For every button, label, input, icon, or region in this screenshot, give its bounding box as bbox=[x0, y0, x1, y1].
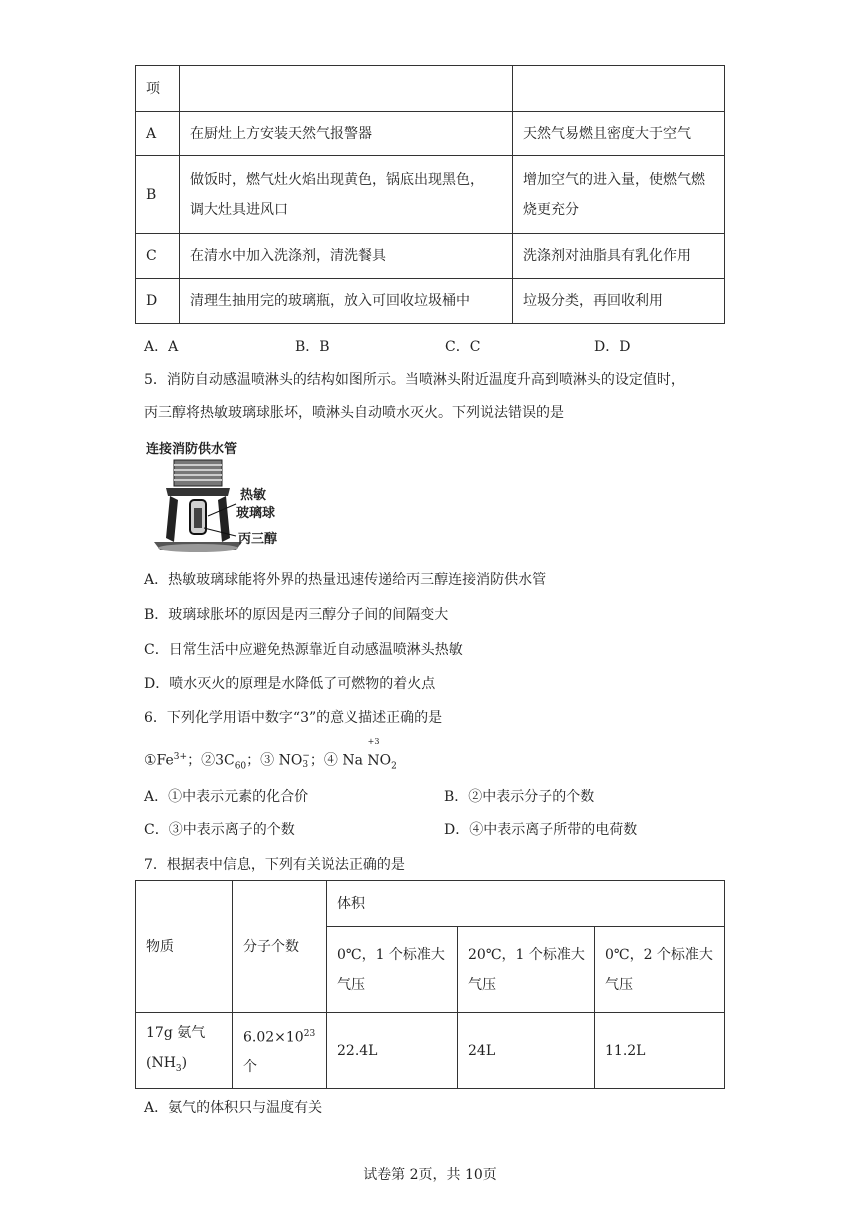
reason-line: 烧更充分 bbox=[523, 201, 579, 218]
condition-1 bbox=[327, 927, 458, 1013]
gas-volume-table bbox=[135, 880, 725, 1089]
substance-line bbox=[146, 1048, 232, 1084]
table-row-reason bbox=[513, 156, 725, 234]
table-row-reason: 洗涤剂对油脂具有乳化作用 bbox=[513, 234, 725, 279]
molecule-count-cell bbox=[233, 1013, 327, 1089]
question-6-option-b[interactable]: B．②中表示分子的个数 bbox=[444, 789, 595, 805]
molecule-count-base: 6.02×10 bbox=[243, 1029, 304, 1046]
col-volume: 体积 bbox=[327, 881, 725, 927]
table-header-cell: 项 bbox=[136, 66, 180, 112]
condition-line: 20℃，1 个标准大 bbox=[468, 946, 585, 963]
action-line: 调大灶具进风口 bbox=[190, 201, 288, 218]
condition-line: 气压 bbox=[605, 976, 633, 993]
options-table bbox=[135, 65, 725, 324]
figure-label-top: 连接消防供水管 bbox=[146, 442, 238, 457]
table-row-action: 在清水中加入洗涤剂，清洗餐具 bbox=[180, 234, 513, 279]
page-footer: 试卷第 2页，共 10页 bbox=[363, 1167, 497, 1183]
molecule-count-unit: 个 bbox=[243, 1059, 257, 1076]
table-header-empty bbox=[180, 66, 513, 112]
condition-2 bbox=[458, 927, 595, 1013]
sprinkler-figure bbox=[144, 438, 344, 556]
table-row-action: 清理生抽用完的玻璃瓶，放入可回收垃圾桶中 bbox=[180, 279, 513, 324]
col-molecules: 分子个数 bbox=[233, 881, 327, 1013]
condition-line: 0℃，1 个标准大 bbox=[337, 946, 445, 963]
formula-sub: 2 bbox=[391, 761, 397, 772]
table-row-action: 在厨灶上方安装天然气报警器 bbox=[180, 112, 513, 156]
substance-cell bbox=[136, 1013, 233, 1089]
question-6-stem: 6．下列化学用语中数字“3”的意义描述正确的是 bbox=[144, 710, 443, 726]
option-b[interactable]: B．B bbox=[295, 339, 330, 355]
question-7-option-a[interactable]: A．氨气的体积只与温度有关 bbox=[144, 1100, 323, 1116]
question-6-option-a[interactable]: A．①中表示元素的化合价 bbox=[144, 789, 309, 805]
reason-line: 增加空气的进入量，使燃气燃 bbox=[523, 171, 705, 188]
molecule-count-line bbox=[243, 1019, 326, 1053]
table-row-reason: 天然气易燃且密度大于空气 bbox=[513, 112, 725, 156]
table-row-key: C bbox=[136, 234, 180, 279]
question-5-option-c[interactable]: C．日常生活中应避免热源靠近自动感温喷淋头热敏 bbox=[144, 642, 463, 658]
table-row-key: B bbox=[136, 156, 180, 234]
substance-part: (NH bbox=[146, 1054, 176, 1071]
question-5-stem-line2: 丙三醇将热敏玻璃球胀坏，喷淋头自动喷水灭火。下列说法错误的是 bbox=[144, 405, 564, 421]
substance-part: ) bbox=[181, 1054, 188, 1071]
formula-part: N bbox=[367, 752, 380, 769]
figure-label-bulb2: 玻璃球 bbox=[236, 506, 276, 521]
question-6-option-c[interactable]: C．③中表示离子的个数 bbox=[144, 822, 295, 838]
molecule-count-exponent: 23 bbox=[303, 1028, 316, 1039]
condition-3 bbox=[595, 927, 725, 1013]
substance-sub: 3 bbox=[175, 1063, 182, 1074]
formula-sub: 3 bbox=[302, 759, 309, 770]
condition-line: 气压 bbox=[337, 976, 365, 993]
valence-mark: +3 bbox=[367, 736, 380, 746]
condition-line: 0℃，2 个标准大 bbox=[605, 946, 713, 963]
question-7-stem: 7．根据表中信息，下列有关说法正确的是 bbox=[144, 857, 405, 873]
table-row-action bbox=[180, 156, 513, 234]
col-substance: 物质 bbox=[136, 881, 233, 1013]
table-row-reason: 垃圾分类，再回收利用 bbox=[513, 279, 725, 324]
option-c[interactable]: C．C bbox=[445, 339, 481, 355]
condition-line: 气压 bbox=[468, 976, 496, 993]
formula-part: ①Fe bbox=[144, 752, 174, 769]
figure-label-liquid: 丙三醇 bbox=[238, 532, 278, 547]
table-row-key: A bbox=[136, 112, 180, 156]
formula-part: ；③ NO bbox=[246, 752, 303, 769]
volume-cell: 11.2L bbox=[595, 1013, 725, 1089]
volume-cell: 24L bbox=[458, 1013, 595, 1089]
formula-sup: − bbox=[302, 750, 310, 761]
action-line: 做饭时，燃气灶火焰出现黄色，锅底出现黑色， bbox=[190, 171, 484, 188]
formula-part: ；④ Na bbox=[309, 752, 368, 769]
formula-part: O bbox=[379, 752, 392, 769]
option-a[interactable]: A．A bbox=[144, 339, 179, 355]
question-5-option-d[interactable]: D．喷水灭火的原理是水降低了可燃物的着火点 bbox=[144, 676, 436, 692]
formula-sub: 60 bbox=[234, 761, 247, 772]
formula-sup: 3+ bbox=[173, 752, 188, 762]
table-row-key: D bbox=[136, 279, 180, 324]
table-header-empty bbox=[513, 66, 725, 112]
question-6-formula bbox=[144, 736, 397, 779]
volume-cell: 22.4L bbox=[327, 1013, 458, 1089]
formula-part: ；②3C bbox=[187, 752, 235, 769]
question-5-stem-line1: 5．消防自动感温喷淋头的结构如图所示。当喷淋头附近温度升高到喷淋头的设定值时， bbox=[144, 372, 685, 388]
option-d[interactable]: D．D bbox=[594, 339, 631, 355]
substance-line: 17g 氨气 bbox=[146, 1024, 206, 1041]
question-5-option-b[interactable]: B．玻璃球胀坏的原因是丙三醇分子间的间隔变大 bbox=[144, 607, 449, 623]
figure-label-bulb1: 热敏 bbox=[240, 488, 267, 503]
question-6-option-d[interactable]: D．④中表示离子所带的电荷数 bbox=[444, 822, 638, 838]
question-5-option-a[interactable]: A．热敏玻璃球能将外界的热量迅速传递给丙三醇连接消防供水管 bbox=[144, 572, 547, 588]
